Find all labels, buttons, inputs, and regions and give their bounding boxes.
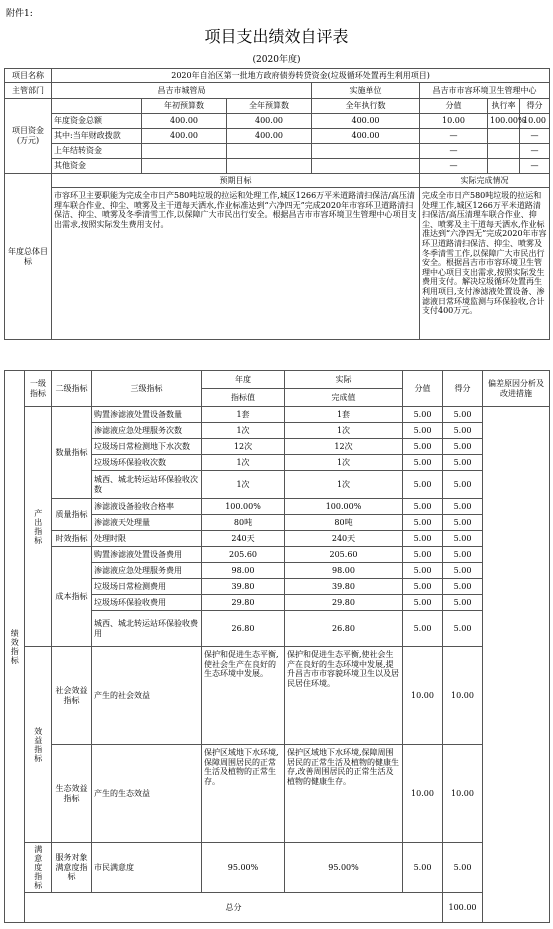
fund-cell: — <box>520 159 550 174</box>
indicator-actual: 80吨 <box>285 515 403 531</box>
indicator-got: 10.00 <box>443 745 483 843</box>
fund-row-name: 其他资金 <box>52 159 142 174</box>
indicator-actual: 1次 <box>285 455 403 471</box>
fund-cell: 100.00% <box>488 114 520 129</box>
indicator-score: 5.00 <box>403 515 443 531</box>
indicator-name: 垃圾场日常检测地下水次数 <box>92 439 202 455</box>
indicator-actual: 1次 <box>285 423 403 439</box>
impl-unit-label: 实施单位 <box>312 83 420 99</box>
indicator-target: 1次 <box>202 471 285 499</box>
fund-cell <box>227 159 312 174</box>
fund-row-name: 其中:当年财政拨款 <box>52 129 142 144</box>
indicator-score: 5.00 <box>403 439 443 455</box>
time-indicator-label: 时效指标 <box>52 531 92 547</box>
fund-cell <box>142 159 227 174</box>
indicator-target: 39.80 <box>202 579 285 595</box>
indicator-target: 保护和促进生态平衡,使社会生产在良好的生态环境中发展。 <box>202 647 285 745</box>
indicator-target: 100.00% <box>202 499 285 515</box>
funds-header: 分值 <box>420 99 488 114</box>
col-header-got: 得分 <box>443 371 483 407</box>
annual-goal-label: 年度总体目标 <box>5 174 52 340</box>
dept-label: 主管部门 <box>5 83 52 99</box>
fund-cell: — <box>420 144 488 159</box>
fund-cell: — <box>420 159 488 174</box>
indicator-score: 5.00 <box>403 563 443 579</box>
indicator-actual: 95.00% <box>285 843 403 893</box>
social-benefit-label: 社会效益指标 <box>52 647 92 745</box>
indicator-got: 5.00 <box>443 455 483 471</box>
funds-header: 全年执行数 <box>312 99 420 114</box>
total-label: 总分 <box>25 893 443 923</box>
cost-indicator-label: 成本指标 <box>52 547 92 647</box>
expected-goal-text: 市容环卫主要职能为完成全市日产580吨垃圾的拉运和处理工作,城区1266万平米道路清扫保洁/高压清理车联合作业、抑尘、喷雾及主干道每天洒水,作业标准达到“六净四无”完成2020年市容环卫道路清扫保洁、抑尘、喷雾及冬季清雪工作,以保障广大市民出行安全。根据昌吉市市容环境卫生管理中心项目支出需求,按照实际发生费用支付。 <box>52 188 420 340</box>
page-title: 项目支出绩效自评表 <box>204 27 349 46</box>
fund-cell: — <box>420 129 488 144</box>
project-name-label: 项目名称 <box>5 69 52 83</box>
indicator-actual: 1套 <box>285 407 403 423</box>
indicator-name: 渗滤液应急处理服务次数 <box>92 423 202 439</box>
indicator-got: 5.00 <box>443 579 483 595</box>
funds-header: 全年预算数 <box>227 99 312 114</box>
indicator-score: 5.00 <box>403 547 443 563</box>
indicator-score: 10.00 <box>403 647 443 745</box>
indicator-name: 渗滤液应急处理服务费用 <box>92 563 202 579</box>
indicator-got: 5.00 <box>443 843 483 893</box>
actual-result-text: 完成全市日产580吨垃圾的拉运和处理工作,城区1266万平米道路清扫保洁/高压清理车联合作业、抑尘、喷雾及主干道每天洒水,作业标准达到“六净四无”完成2020年市容环卫道路清扫保洁、抑尘、喷雾及冬季清雪工作,以保障广大市民出行安全。根据昌吉市市容环境卫生管理中心项目支出需求,按照实际发生费用支付。解决垃圾循环处置再生利用项目,支付渗滤液处置设备、渗滤液日常环境监测与环保验收,合计支付400万元。 <box>420 188 550 340</box>
indicator-name: 垃圾场环保验收次数 <box>92 455 202 471</box>
funds-header: 年初预算数 <box>142 99 227 114</box>
fund-cell: — <box>520 129 550 144</box>
performance-table <box>4 370 550 923</box>
eco-benefit-label: 生态效益指标 <box>52 745 92 843</box>
fund-cell <box>227 144 312 159</box>
indicator-got: 10.00 <box>443 647 483 745</box>
indicator-score: 5.00 <box>403 423 443 439</box>
indicator-target: 1次 <box>202 455 285 471</box>
funds-header: 执行率 <box>488 99 520 114</box>
quantity-indicator-label: 数量指标 <box>52 407 92 499</box>
indicator-target: 240天 <box>202 531 285 547</box>
indicator-actual: 保护和促进生态平衡,使社会生产在良好的生态环境中发展,提升昌吉市市容貌环境卫生以及居民居住环境。 <box>285 647 403 745</box>
budget-table <box>4 68 550 340</box>
perf-indicator-label: 绩效指标 <box>5 371 25 923</box>
fund-cell <box>312 159 420 174</box>
indicator-score: 5.00 <box>403 407 443 423</box>
indicator-target: 80吨 <box>202 515 285 531</box>
fund-cell: 400.00 <box>312 114 420 129</box>
indicator-got: 5.00 <box>443 563 483 579</box>
indicator-actual: 240天 <box>285 531 403 547</box>
col-header-actual: 实际 <box>285 371 403 389</box>
indicator-score: 5.00 <box>403 455 443 471</box>
indicator-target: 1次 <box>202 423 285 439</box>
fund-cell: 400.00 <box>312 129 420 144</box>
fund-cell: 400.00 <box>227 114 312 129</box>
indicator-score: 5.00 <box>403 531 443 547</box>
indicator-actual: 39.80 <box>285 579 403 595</box>
expected-goal-header: 预期目标 <box>52 174 420 188</box>
col-header-l3: 三级指标 <box>92 371 202 407</box>
col-header-done: 完成值 <box>285 389 403 407</box>
indicator-target: 26.80 <box>202 611 285 647</box>
indicator-name: 产生的生态效益 <box>92 745 202 843</box>
fund-cell: 400.00 <box>142 114 227 129</box>
col-header-target: 指标值 <box>202 389 285 407</box>
col-header-score: 分值 <box>403 371 443 407</box>
indicator-actual: 保护区域地下水环境,保障周围居民的正常生活及植物的健康生存,改善周围居民的正常生活及植物的健康生存。 <box>285 745 403 843</box>
fund-cell: 10.00 <box>520 114 550 129</box>
indicator-got: 5.00 <box>443 595 483 611</box>
indicator-name: 处理时限 <box>92 531 202 547</box>
impl-unit-value: 昌吉市市容环境卫生管理中心 <box>420 83 550 99</box>
indicator-name: 渗滤液天处理量 <box>92 515 202 531</box>
fund-row-name: 上年结转资金 <box>52 144 142 159</box>
indicator-got: 5.00 <box>443 423 483 439</box>
indicator-got: 5.00 <box>443 531 483 547</box>
fund-cell <box>488 144 520 159</box>
indicator-got: 5.00 <box>443 471 483 499</box>
satisfaction-l2-label: 服务对象满意度指标 <box>52 843 92 893</box>
indicator-score: 5.00 <box>403 471 443 499</box>
indicator-actual: 100.00% <box>285 499 403 515</box>
indicator-score: 5.00 <box>403 611 443 647</box>
indicator-actual: 12次 <box>285 439 403 455</box>
indicator-got: 5.00 <box>443 515 483 531</box>
col-header-l2: 二级指标 <box>52 371 92 407</box>
indicator-name: 城西、城北转运站环保验收次数 <box>92 471 202 499</box>
reason-cell <box>483 407 550 923</box>
fund-cell: 400.00 <box>227 129 312 144</box>
indicator-score: 5.00 <box>403 595 443 611</box>
actual-result-header: 实际完成情况 <box>420 174 550 188</box>
indicator-name: 渗滤液设备验收合格率 <box>92 499 202 515</box>
project-name-value: 2020年自治区第一批地方政府债券转贷资金(垃圾循环处置再生利用项目) <box>52 69 550 83</box>
total-score: 100.00 <box>443 893 483 923</box>
indicator-got: 5.00 <box>443 547 483 563</box>
indicator-score: 5.00 <box>403 579 443 595</box>
indicator-actual: 29.80 <box>285 595 403 611</box>
indicator-name: 垃圾场日常检测费用 <box>92 579 202 595</box>
indicator-target: 29.80 <box>202 595 285 611</box>
col-header-reason: 偏差原因分析及改进措施 <box>483 371 550 407</box>
funds-label: 项目资金(万元) <box>5 99 52 174</box>
quality-indicator-label: 质量指标 <box>52 499 92 531</box>
indicator-name: 购置渗滤液处置设备数量 <box>92 407 202 423</box>
indicator-got: 5.00 <box>443 499 483 515</box>
fund-cell: 400.00 <box>142 129 227 144</box>
indicator-name: 市民满意度 <box>92 843 202 893</box>
indicator-target: 205.60 <box>202 547 285 563</box>
fund-cell <box>142 144 227 159</box>
indicator-actual: 1次 <box>285 471 403 499</box>
indicator-target: 98.00 <box>202 563 285 579</box>
col-header-l1: 一级指标 <box>25 371 52 407</box>
indicator-name: 购置渗滤液处置设备费用 <box>92 547 202 563</box>
indicator-target: 保护区域地下水环境,保障周围居民的正常生活及植物的正常生存。 <box>202 745 285 843</box>
fund-cell: 10.00 <box>420 114 488 129</box>
indicator-target: 12次 <box>202 439 285 455</box>
fund-cell <box>488 129 520 144</box>
fund-row-name: 年度资金总额 <box>52 114 142 129</box>
indicator-got: 5.00 <box>443 611 483 647</box>
attachment-label: 附件1: <box>6 9 33 19</box>
indicator-score: 5.00 <box>403 499 443 515</box>
benefit-indicator-label: 效益指标 <box>25 647 52 843</box>
fund-cell: — <box>520 144 550 159</box>
indicator-got: 5.00 <box>443 439 483 455</box>
output-indicator-label: 产出指标 <box>25 407 52 647</box>
indicator-name: 城西、城北转运站环保验收费用 <box>92 611 202 647</box>
indicator-name: 垃圾场环保验收费用 <box>92 595 202 611</box>
col-header-annual: 年度 <box>202 371 285 389</box>
indicator-got: 5.00 <box>443 407 483 423</box>
indicator-score: 10.00 <box>403 745 443 843</box>
indicator-actual: 26.80 <box>285 611 403 647</box>
indicator-target: 1套 <box>202 407 285 423</box>
fund-cell <box>312 144 420 159</box>
dept-value: 昌吉市城管局 <box>52 83 312 99</box>
indicator-score: 5.00 <box>403 843 443 893</box>
indicator-actual: 205.60 <box>285 547 403 563</box>
satisfaction-indicator-label: 满意度指标 <box>25 843 52 893</box>
fund-cell <box>488 159 520 174</box>
indicator-target: 95.00% <box>202 843 285 893</box>
indicator-name: 产生的社会效益 <box>92 647 202 745</box>
indicator-actual: 98.00 <box>285 563 403 579</box>
funds-header: 得分 <box>520 99 550 114</box>
year-label: (2020年度) <box>252 55 301 65</box>
